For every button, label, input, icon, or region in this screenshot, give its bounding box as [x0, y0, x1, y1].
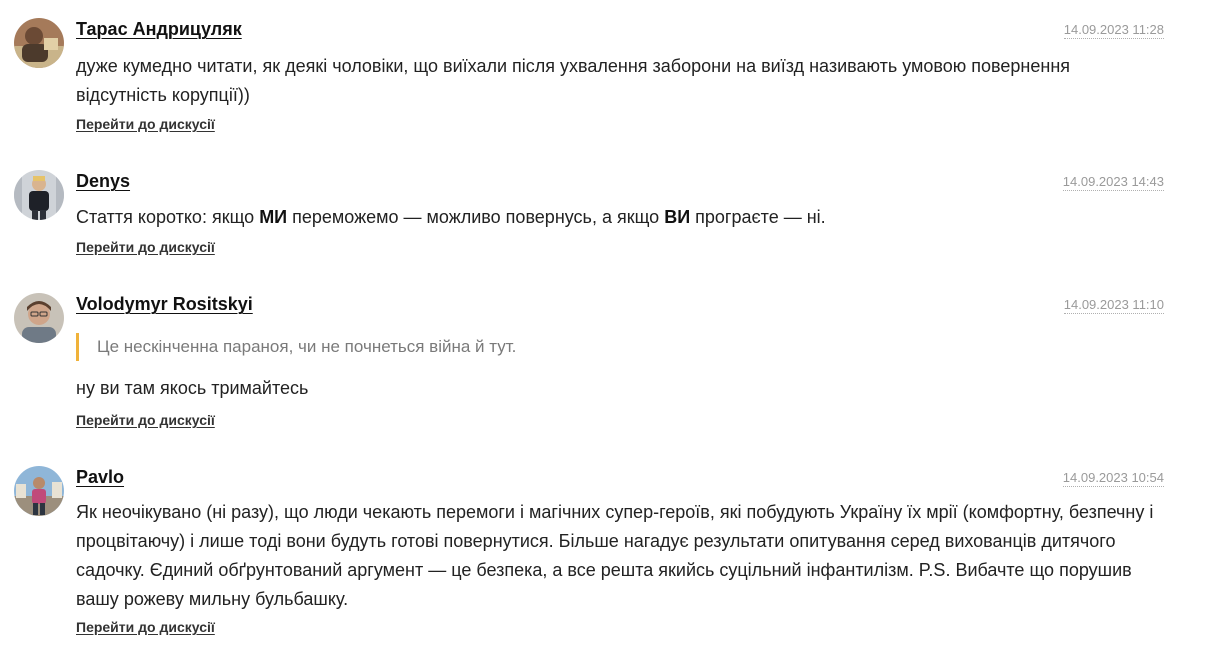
user-avatar[interactable]	[14, 466, 64, 516]
comment-timestamp[interactable]: 14.09.2023 11:28	[1063, 22, 1164, 37]
comment-author[interactable]: Тарас Андрицуляк	[76, 19, 242, 39]
avatar-image	[14, 170, 64, 220]
go-to-discussion-link[interactable]: Перейти до дискусії	[76, 239, 215, 255]
comment-text: ну ви там якось тримайтесь	[76, 378, 309, 398]
comment-text: Як неочікувано (ні разу), що люди чекають перемоги і магічних супер-героїв, які побудують Україну їх мрії (комфортну, безпечну і процвітаючу) і лише тоді вони будуть готові повернутися. Більше нагадує результати опитування серед вихованців дитячого садочку. Єдиний обґрунтований аргумент — це безпека, а все решта якийсь суцільний інфантилізм. P.S. Вибачте що порушив вашу рожеву мильну бульбашку.	[76, 502, 1154, 609]
go-to-discussion-link[interactable]: Перейти до дискусії	[76, 412, 215, 428]
go-to-discussion-link[interactable]: Перейти до дискусії	[76, 619, 215, 635]
comment-timestamp[interactable]: 14.09.2023 10:54	[1062, 470, 1164, 485]
avatar-image	[14, 18, 64, 68]
comment-text: дуже кумедно читати, як деякі чоловіки, що виїхали після ухвалення заборони на виїзд називають умовою повернення відсутність корупції))	[76, 56, 1071, 105]
avatar-image	[14, 466, 64, 516]
comment-timestamp[interactable]: 14.09.2023 14:43	[1062, 174, 1164, 189]
comment-author[interactable]: Denys	[76, 171, 131, 191]
comment-text: Стаття коротко: якщо МИ переможемо — можливо повернусь, а якщо ВИ програєте — ні.	[76, 207, 826, 227]
user-avatar[interactable]	[14, 18, 64, 68]
comment-author[interactable]: Pavlo	[76, 467, 125, 487]
user-avatar[interactable]	[14, 293, 64, 343]
avatar-image	[14, 293, 64, 343]
user-avatar[interactable]	[14, 170, 64, 220]
go-to-discussion-link[interactable]: Перейти до дискусії	[76, 116, 215, 132]
quoted-text: Це нескінченна параноя, чи не почнеться війна й тут.	[76, 333, 516, 361]
comment-timestamp[interactable]: 14.09.2023 11:10	[1063, 297, 1164, 312]
comment-author[interactable]: Volodymyr Rositskyi	[76, 294, 253, 314]
